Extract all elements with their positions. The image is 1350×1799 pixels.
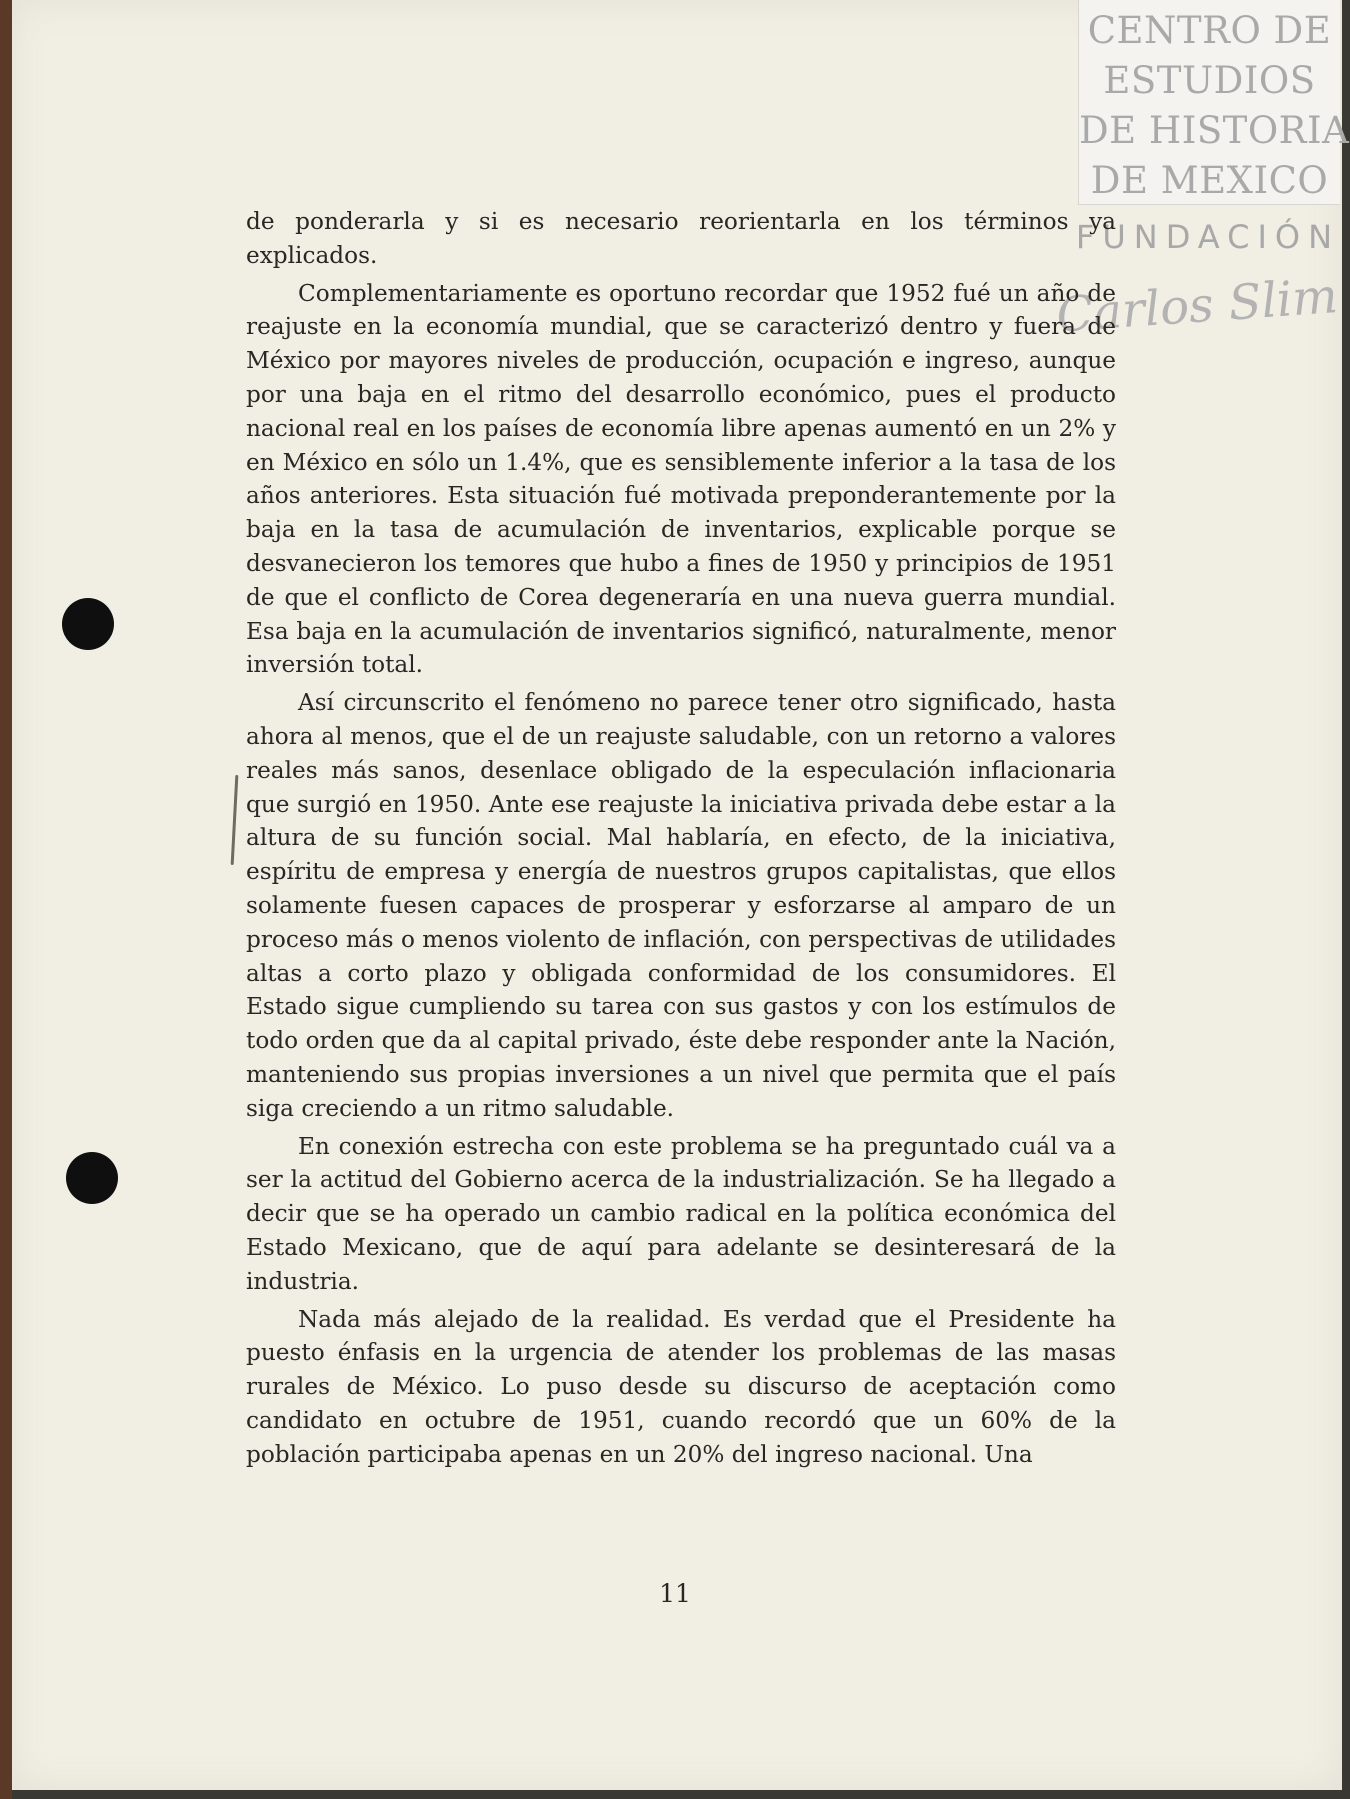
archive-stamp [1078,0,1350,205]
paragraph-4: En conexión estrecha con este problema se ha preguntado cuál va a ser la actitud del Gobierno acerca de la industrialización. Se ha llegado a decir que se ha operado un cambio radical en la política económica del Estado Mexicano, que de aquí para adelante se desinteresará de la industria. [246,1132,1116,1295]
paragraph-5: Nada más alejado de la realidad. Es verdad que el Presidente ha puesto énfasis en la urgencia de atender los problemas de las masas rurales de México. Lo puso desde su discurso de aceptación como candidato en octubre de 1951, cuando recordó que un 60% de la población participaba apenas en un 20% del ingreso nacional. Una [246,1305,1116,1468]
paragraph-2: Complementariamente es oportuno recordar que 1952 fué un año de reajuste en la economía mundial, que se caracterizó dentro y fuera de México por mayores niveles de producción, ocupación e ingreso, aunque por una baja en el ritmo del desarrollo económico, pues el producto nacional real en los países de economía libre apenas aumentó en un 2% y en México en sólo un 1.4%, que es sensiblemente inferior a la tasa de los años anteriores. Esta situación fué motivada preponderantemente por la baja en la tasa de acumulación de inventarios, explicable porque se desvanecieron los temores que hubo a fines de 1950 y principios de 1951 de que el conflicto de Corea degeneraría en una nueva guerra mundial. Esa baja en la acumulación de inventarios significó, naturalmente, menor inversión total. [246,279,1116,679]
punch-hole-top [62,598,114,650]
page-number: 11 [659,1579,691,1608]
stamp-line-2: ESTUDIOS [1103,59,1316,102]
stamp-line-1: CENTRO DE [1087,9,1332,52]
body-text [246,205,1116,1471]
punch-hole-bottom [66,1152,118,1204]
paragraph-3: Así circunscrito el fenómeno no parece tener otro significado, hasta ahora al menos, que el de un reajuste saludable, con un retorno a valores reales más sanos, desenlace obligado de la especulación inflacionaria que surgió en 1950. Ante ese reajuste la iniciativa privada debe estar a la altura de su función social. Mal hablaría, en efecto, de la iniciativa, espíritu de empresa y energía de nuestros grupos capitalistas, que ellos solamente fuesen capaces de prosperar y esforzarse al amparo de un proceso más o menos violento de inflación, con perspectivas de utilidades altas a corto plazo y obligada conformidad de los consumidores. El Estado sigue cumpliendo su tarea con sus gastos y con los estímulos de todo orden que da al capital privado, éste debe responder ante la Nación, manteniendo sus propias inversiones a un nivel que permita que el país siga creciendo a un ritmo saludable. [246,689,1116,1122]
binding-strip [0,0,12,1799]
stamp-line-4: DE MEXICO [1090,159,1329,202]
foundation-watermark: FUNDACIÓN [1075,218,1340,256]
stamp-line-3: DE HISTORIA [1079,109,1350,152]
signature-watermark: Carlos Slim [1055,268,1340,344]
paragraph-1: de ponderarla y si es necesario reorientarla en los términos ya explicados. [246,208,1116,269]
